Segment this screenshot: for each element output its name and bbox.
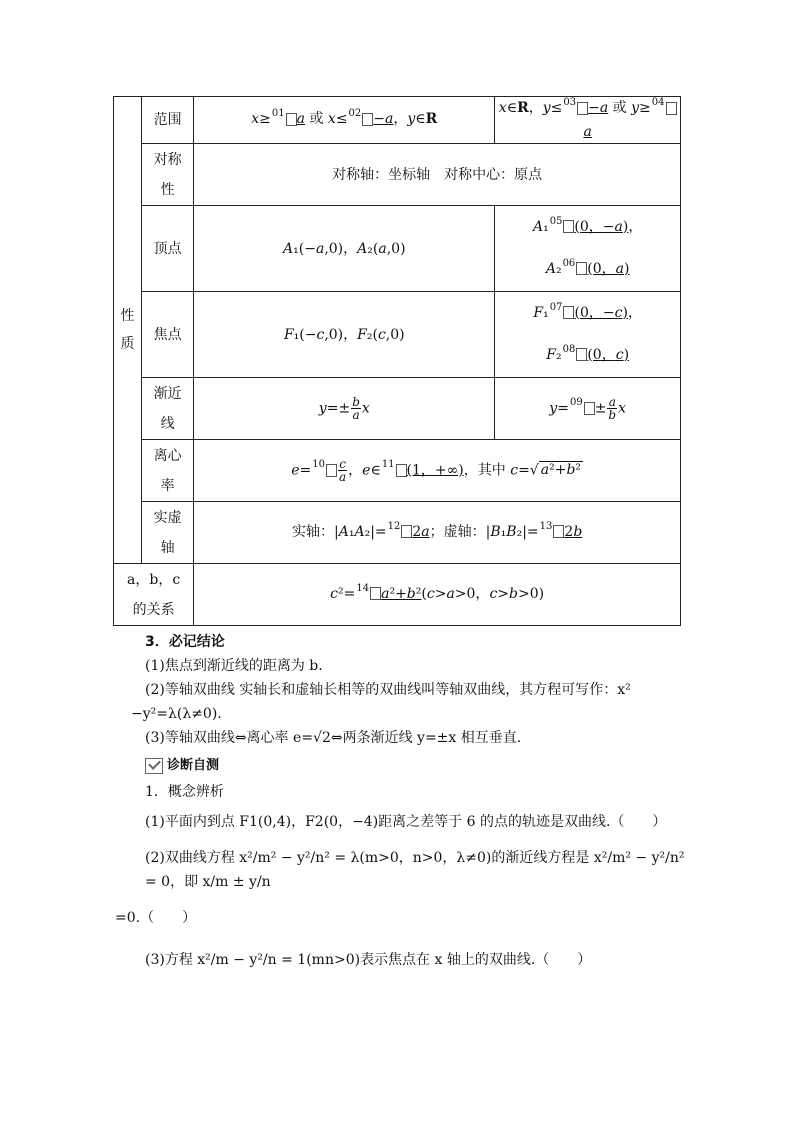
- conclusion-3: (3)等轴双曲线⇔离心率 e=√2⇔两条渐近线 y=±x 相互垂直.: [145, 730, 522, 746]
- table-row-vertex: [114, 206, 681, 292]
- question-3: (3)方程 x²/m − y²/n = 1(mn>0)表示焦点在 x 轴上的双曲线.（ ）: [145, 952, 592, 968]
- row-label-asymptote: 渐近 线: [142, 378, 194, 440]
- axes-cell: 实轴：|A₁A₂|=$^{12}$ 2a；虚轴：|B₁B₂|=$^{13}$ 2b: [194, 502, 681, 564]
- table-row-relation: [114, 564, 681, 626]
- diagnosis-header: [145, 754, 685, 778]
- conclusion-1: (1)焦点到渐近线的距离为 b.: [145, 658, 323, 674]
- question-1: (1)平面内到点 F1(0,4)，F2(0，−4)距离之差等于 6 的点的轨迹是双曲线.（ ）: [145, 814, 667, 830]
- diagnosis-title: 诊断自测: [167, 758, 220, 773]
- vertex-cell-x-axis: A₁(−a,0)，A₂(a,0): [194, 206, 495, 292]
- table-row-asymptote: [114, 378, 681, 440]
- eccentricity-cell: e=$^{10}$ $\frac{c}{a}$ ，e∈$^{11}$ (1，+∞)，其中 c=√ a²+b²: [194, 440, 681, 502]
- range-cell-x-axis: x≥$^{01}$ a 或 x≤$^{02}$ −a，y∈R: [194, 97, 495, 144]
- side-label-properties: 性 质: [114, 97, 142, 564]
- conclusions-heading: 3．必记结论: [145, 634, 225, 650]
- row-label-axes: 实虚 轴: [142, 502, 194, 564]
- symmetry-cell: 对称轴：坐标轴 对称中心：原点: [194, 144, 681, 206]
- notes-section: [115, 630, 685, 972]
- range-cell-y-axis: x∈R，y≤$^{03}$ −a 或 y≥$^{04}$a: [495, 97, 681, 144]
- table-row-focus: [114, 292, 681, 378]
- question-2-cont: =0.（ ）: [115, 910, 197, 926]
- question-2: (2)双曲线方程 x²/m² − y²/n² = λ(m>0，n>0，λ≠0)的渐近线方程是 x²/m² − y²/n² = 0，即 x/m ± y/n: [145, 850, 685, 890]
- row-label-relation: a，b，c 的关系: [114, 564, 194, 626]
- hyperbola-properties-table: [113, 96, 681, 626]
- vertex-cell-y-axis: A₁$^{05}$ (0，−a)， A₂$^{06}$ (0，a): [495, 206, 681, 292]
- row-label-eccentricity: 离心 率: [142, 440, 194, 502]
- row-label-focus: 焦点: [142, 292, 194, 378]
- conclusion-2-cont: −y²=λ(λ≠0).: [131, 706, 222, 722]
- focus-cell-y-axis: F₁$^{07}$ (0，−c)， F₂$^{08}$ (0，c): [495, 292, 681, 378]
- row-label-vertex: 顶点: [142, 206, 194, 292]
- table-row-eccentricity: [114, 440, 681, 502]
- focus-cell-x-axis: F₁(−c,0)，F₂(c,0): [194, 292, 495, 378]
- row-label-symmetry: 对称 性: [142, 144, 194, 206]
- table-row-axes: [114, 502, 681, 564]
- row-label-range: 范围: [142, 97, 194, 144]
- concept-heading: 1．概念辨析: [145, 784, 224, 800]
- relation-cell: c²=$^{14}$ a²+b²(c>a>0，c>b>0): [194, 564, 681, 626]
- table-row-symmetry: [114, 144, 681, 206]
- conclusion-2: (2)等轴双曲线 实轴长和虚轴长相等的双曲线叫等轴双曲线，其方程可写作：x²: [145, 682, 631, 698]
- checkmark-icon: [145, 758, 163, 774]
- asymptote-cell-x-axis: y=± $\frac{b}{a}$ x: [194, 378, 495, 440]
- asymptote-cell-y-axis: y=$^{09}$ ± $\frac{a}{b}$ x: [495, 378, 681, 440]
- table-row-range: [114, 97, 681, 144]
